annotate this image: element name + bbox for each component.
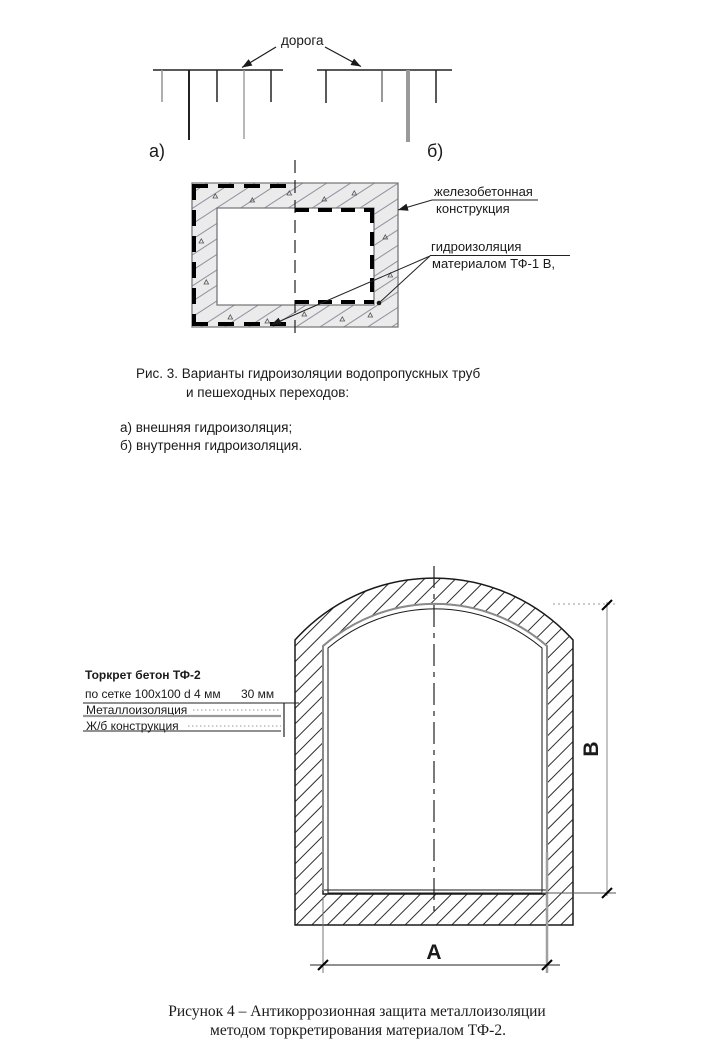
dim-a-label: А (426, 941, 442, 964)
waterproof-callout-line2: материалом ТФ-1 В, (432, 256, 555, 271)
ground-ticks-right (326, 70, 436, 142)
concrete-callout-line2: конструкция (436, 201, 510, 216)
waterproof-callout-line1: гидроизоляция (431, 239, 522, 254)
culvert-section (192, 160, 570, 338)
variant-b-marker: б) (427, 141, 444, 161)
concrete-callout-line1: железобетонная (434, 184, 533, 199)
metal-insulation-line (323, 604, 547, 890)
tunnel-section (83, 566, 617, 973)
metal-callout: Металлоизоляция (86, 703, 188, 717)
internal-waterproofing-dashes (295, 209, 374, 304)
rc-callout: Ж/б конструкция (86, 719, 179, 733)
concrete-callout-leader (398, 200, 432, 210)
fig4-caption-line2: методом торкретирования материалом ТФ-2. (210, 1022, 506, 1039)
torkret-callout-line1: Торкрет бетон ТФ-2 (85, 668, 201, 682)
fig3-caption-line2: и пешеходных переходов: (186, 385, 350, 400)
torkret-inner-face-line (328, 609, 542, 893)
ground-ticks-left (162, 70, 271, 140)
dim-b-label: В (580, 741, 603, 757)
torkret-thickness: 30 мм (241, 687, 275, 701)
layer-callouts (83, 668, 299, 737)
variant-a-marker: а) (149, 141, 166, 161)
torkret-callout-line2: по сетке 100х100 d 4 мм (85, 687, 221, 701)
fig3-legend-b: б) внутрення гидроизоляция. (120, 438, 303, 453)
fig3-caption (120, 366, 480, 453)
road-arrow-left (242, 47, 276, 68)
road-arrow-right (325, 47, 361, 67)
road-label: дорога (281, 33, 324, 48)
fig3-legend-a: а) внешняя гидроизоляция; (120, 420, 293, 435)
fig3-caption-line1: Рис. 3. Варианты гидроизоляции водопропускных труб (136, 366, 481, 381)
fig4-caption-line1: Рисунок 4 – Антикоррозионная защита металлоизоляции (168, 1003, 546, 1020)
fig4-caption (168, 1003, 545, 1039)
waterproof-leader-dot (377, 301, 382, 306)
road-diagram (149, 33, 452, 161)
